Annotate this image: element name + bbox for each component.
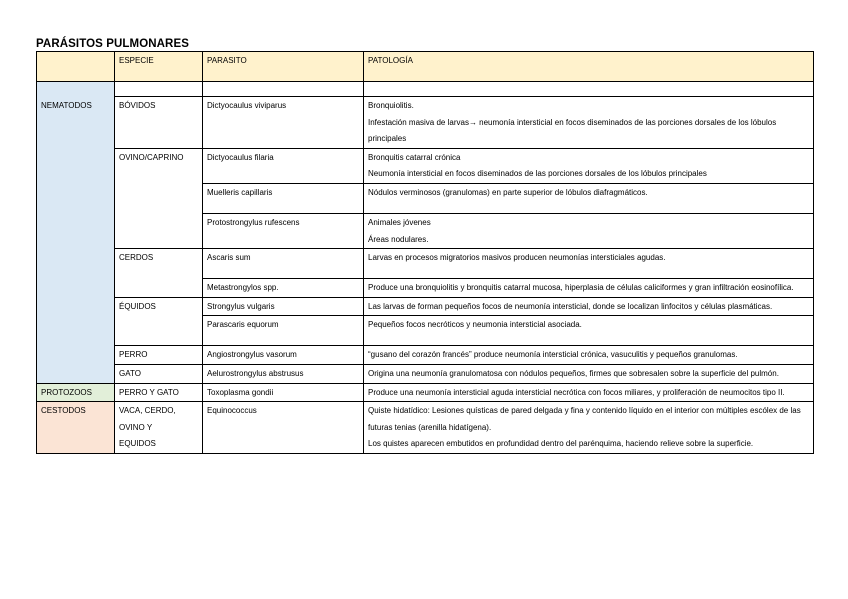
- cell-patologia: Larvas en procesos migratorios masivos producen neumonías intersticiales agudas.: [364, 249, 814, 279]
- parasites-table: [36, 51, 814, 454]
- cell-parasito: Ascaris sum: [203, 249, 364, 279]
- cell-parasito: Metastrongylos spp.: [203, 279, 364, 298]
- table-header-row: [37, 52, 814, 82]
- group-cestodos: CESTODOS: [37, 402, 115, 454]
- cell-patologia: Pequeños focos necróticos y neumonia intersticial asociada.: [364, 316, 814, 346]
- table-row: [37, 97, 814, 149]
- cell-especie: BÓVIDOS: [115, 97, 203, 149]
- table-row: [37, 346, 814, 365]
- cell-especie: CERDOS: [115, 249, 203, 298]
- cell-patologia: Produce una neumonía intersticial aguda intersticial necrótica con focos miliares, y proliferación de neumocitos tipo II.: [364, 383, 814, 402]
- cell-parasito: Dictyocaulus viviparus: [203, 97, 364, 149]
- cell-especie: GATO: [115, 364, 203, 383]
- header-patologia: PATOLOGÍA: [364, 52, 814, 82]
- cell-parasito: Toxoplasma gondii: [203, 383, 364, 402]
- cell-patologia: Bronquiolitis. Infestación masiva de larvas→ neumonía intersticial en focos diseminados de las porciones dorsales de los lóbulos principales: [364, 97, 814, 149]
- cell-especie: ÉQUIDOS: [115, 297, 203, 346]
- cell-patologia: “gusano del corazón francés” produce neumonía intersticial crónica, vasuculitis y pequeños granulomas.: [364, 346, 814, 365]
- cell-patologia: Origina una neumonía granulomatosa con nódulos pequeños, firmes que sobresalen sobre la superficie del pulmón.: [364, 364, 814, 383]
- table-row: [37, 297, 814, 316]
- cell-especie: PERRO Y GATO: [115, 383, 203, 402]
- cell-patologia: Nódulos verminosos (granulomas) en parte superior de lóbulos diafragmáticos.: [364, 183, 814, 213]
- cell-parasito: Aelurostrongylus abstrusus: [203, 364, 364, 383]
- cell-patologia: Animales jóvenes Áreas nodulares.: [364, 213, 814, 248]
- header-blank-cell: [37, 52, 115, 82]
- cell-parasito: Dictyocaulus filaria: [203, 148, 364, 183]
- header-parasito: PARASITO: [203, 52, 364, 82]
- cell-patologia: Produce una bronquiolitis y bronquitis catarral mucosa, hiperplasia de células caliciformes y gran infiltración eosinofílica.: [364, 279, 814, 298]
- spacer-row: [37, 82, 814, 97]
- cell-parasito: Muelleris capillaris: [203, 183, 364, 213]
- cell-especie: VACA, CERDO, OVINO Y EQUIDOS: [115, 402, 203, 454]
- cell-patologia: Quiste hidatídico: Lesiones quísticas de pared delgada y fina y contenido líquido en el interior con múltiples escólex de las futuras tenias (arenilla hidatígena). Los quistes aparecen embutidos en profundidad dentro del parénquima, haciendo relieve sobre la superficie.: [364, 402, 814, 454]
- cell-parasito: Equinococcus: [203, 402, 364, 454]
- cell-parasito: Parascaris equorum: [203, 316, 364, 346]
- table-row: [37, 148, 814, 183]
- table-row: [37, 249, 814, 279]
- group-nematodos: NEMATODOS: [37, 97, 115, 384]
- group-protozoos: PROTOZOOS: [37, 383, 115, 402]
- cell-parasito: Strongylus vulgaris: [203, 297, 364, 316]
- cell-parasito: Protostrongylus rufescens: [203, 213, 364, 248]
- cell-patologia: Las larvas de forman pequeños focos de neumonía intersticial, donde se localizan linfocitos y células plasmáticas.: [364, 297, 814, 316]
- table-row: [37, 383, 814, 402]
- table-row: [37, 364, 814, 383]
- cell-patologia: Bronquitis catarral crónica Neumonía intersticial en focos diseminados de las porciones dorsales de los lóbulos principales: [364, 148, 814, 183]
- page-title: PARÁSITOS PULMONARES: [36, 38, 190, 50]
- cell-especie: PERRO: [115, 346, 203, 365]
- header-especie: ESPECIE: [115, 52, 203, 82]
- table-row: [37, 402, 814, 454]
- cell-parasito: Angiostrongylus vasorum: [203, 346, 364, 365]
- cell-especie: OVINO/CAPRINO: [115, 148, 203, 248]
